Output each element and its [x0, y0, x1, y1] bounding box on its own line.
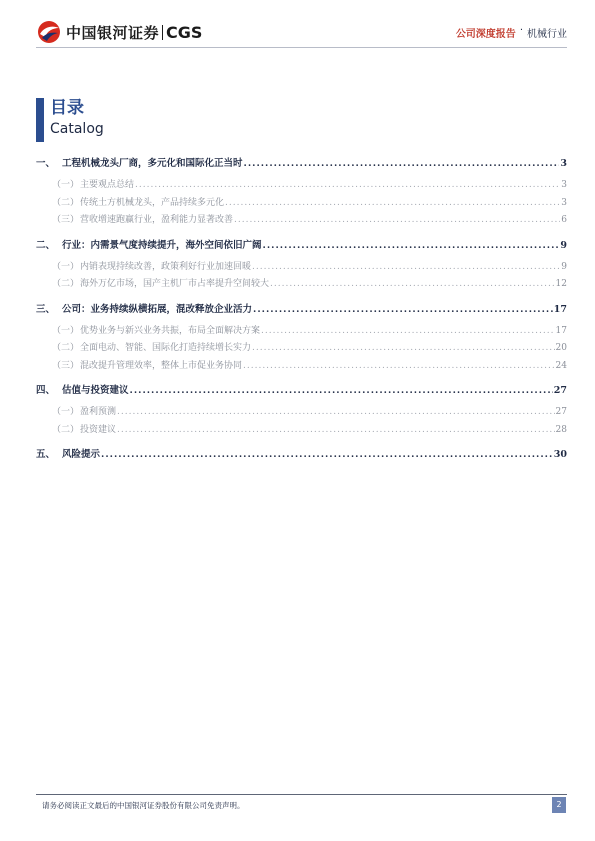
- toc-number: （一）: [52, 325, 80, 336]
- toc-section: [36, 381, 567, 439]
- toc-number: 五、: [36, 449, 56, 460]
- toc-subentry[interactable]: [36, 177, 567, 195]
- toc-entry-4[interactable]: [36, 381, 567, 401]
- toc-page: 3: [561, 180, 567, 190]
- toc-number: （三）: [52, 215, 80, 225]
- toc-label: 公司：业务持续纵横拓展，混改释放企业活力: [62, 303, 253, 315]
- leader-dots: [261, 323, 555, 341]
- brand-name-cn: 中国银河证券: [66, 23, 160, 42]
- toc-entry-5[interactable]: [36, 445, 567, 465]
- toc-entry-2[interactable]: [36, 236, 567, 256]
- toc-label: 盈利预测: [80, 407, 117, 417]
- page-header: [0, 0, 595, 52]
- toc-number: （三）: [52, 360, 80, 371]
- toc-section: [36, 154, 567, 230]
- toc-section: [36, 445, 567, 465]
- report-category: [456, 25, 567, 40]
- toc-accent-bar: [36, 98, 44, 142]
- toc-number: （二）: [52, 279, 80, 289]
- toc-page: 12: [555, 279, 567, 289]
- toc-subentry[interactable]: [36, 259, 567, 277]
- leader-dots: [243, 358, 555, 376]
- toc-page: 17: [553, 303, 567, 315]
- toc-page: 9: [560, 239, 567, 251]
- toc-heading: [36, 98, 104, 142]
- leader-dots: [244, 154, 560, 174]
- toc-number: 一、: [36, 158, 56, 169]
- toc-section: [36, 236, 567, 294]
- leader-dots: [225, 195, 560, 213]
- leader-dots: [135, 177, 560, 195]
- toc-number: （一）: [52, 407, 80, 417]
- toc-subentry[interactable]: [36, 422, 567, 440]
- toc-label: 行业：内需景气度持续提升，海外空间依旧广阔: [62, 239, 262, 251]
- leader-dots: [117, 404, 555, 422]
- toc-page: 27: [553, 385, 567, 396]
- toc-label: 传统土方机械龙头，产品持续多元化: [80, 197, 225, 208]
- toc-subtitle: Catalog: [50, 121, 104, 137]
- brand-divider: [162, 25, 163, 40]
- header-separator: ·: [519, 25, 523, 36]
- toc-label: 内销表现持续改善，政策利好行业加速回暖: [80, 261, 252, 272]
- industry-label: 机械行业: [527, 29, 567, 40]
- leader-dots: [253, 300, 553, 320]
- toc-page: 28: [555, 424, 567, 435]
- leader-dots: [234, 212, 560, 230]
- toc-page: 24: [555, 360, 567, 371]
- toc-entry-3[interactable]: [36, 300, 567, 320]
- leader-dots: [263, 236, 560, 256]
- leader-dots: [252, 259, 560, 277]
- header-divider: [36, 47, 567, 48]
- footer-divider: [36, 794, 567, 795]
- toc-number: 四、: [36, 385, 56, 396]
- toc-title: 目录: [50, 98, 84, 118]
- toc-label: 投资建议: [80, 424, 117, 435]
- leader-dots: [101, 445, 553, 465]
- toc-number: （二）: [52, 424, 80, 435]
- toc-page: 17: [555, 325, 567, 336]
- toc-label: 混改提升管理效率，整体上市促业务协同: [80, 360, 243, 371]
- toc-subentry[interactable]: [36, 195, 567, 213]
- toc-label: 优势业务与新兴业务共振，布局全面解决方案: [80, 325, 261, 336]
- table-of-contents: [36, 154, 567, 471]
- toc-label: 全面电动、智能、国际化打造持续增长实力: [80, 343, 252, 353]
- brand-name-en: CGS: [166, 22, 203, 42]
- toc-subentry[interactable]: [36, 358, 567, 376]
- toc-number: （一）: [52, 180, 80, 190]
- toc-label: 营收增速跑赢行业，盈利能力显著改善: [80, 215, 234, 225]
- toc-subentry[interactable]: [36, 276, 567, 294]
- toc-section: [36, 300, 567, 376]
- toc-number: 二、: [36, 239, 56, 251]
- toc-label: 风险提示: [62, 449, 101, 460]
- leader-dots: [252, 340, 555, 358]
- toc-entry-1[interactable]: [36, 154, 567, 174]
- report-type: 公司深度报告: [455, 29, 516, 40]
- toc-label: 海外万亿市场，国产主机厂市占率提升空间较大: [80, 279, 270, 289]
- toc-subentry[interactable]: [36, 340, 567, 358]
- leader-dots: [117, 422, 555, 440]
- toc-label: 估值与投资建议: [62, 385, 129, 396]
- toc-page: 20: [555, 343, 567, 353]
- toc-subentry[interactable]: [36, 404, 567, 422]
- toc-page: 27: [555, 407, 567, 417]
- toc-page: 30: [553, 449, 567, 460]
- toc-page: 3: [560, 158, 567, 169]
- toc-page: 6: [561, 215, 567, 225]
- toc-label: 工程机械龙头厂商，多元化和国际化正当时: [62, 158, 243, 169]
- brand-logo: [36, 19, 202, 45]
- toc-number: （二）: [52, 197, 80, 208]
- footer-disclaimer: 请务必阅读正文最后的中国银河证券股份有限公司免责声明。: [42, 801, 245, 810]
- toc-number: 三、: [36, 303, 56, 315]
- cgs-logo-icon: [36, 19, 62, 45]
- page-number: 2: [552, 797, 566, 813]
- leader-dots: [130, 381, 553, 401]
- leader-dots: [270, 276, 555, 294]
- toc-subentry[interactable]: [36, 212, 567, 230]
- toc-number: （一）: [52, 261, 80, 272]
- toc-label: 主要观点总结: [80, 180, 135, 190]
- toc-page: 9: [561, 261, 567, 272]
- toc-number: （二）: [52, 343, 80, 353]
- toc-page: 3: [561, 197, 567, 208]
- toc-subentry[interactable]: [36, 323, 567, 341]
